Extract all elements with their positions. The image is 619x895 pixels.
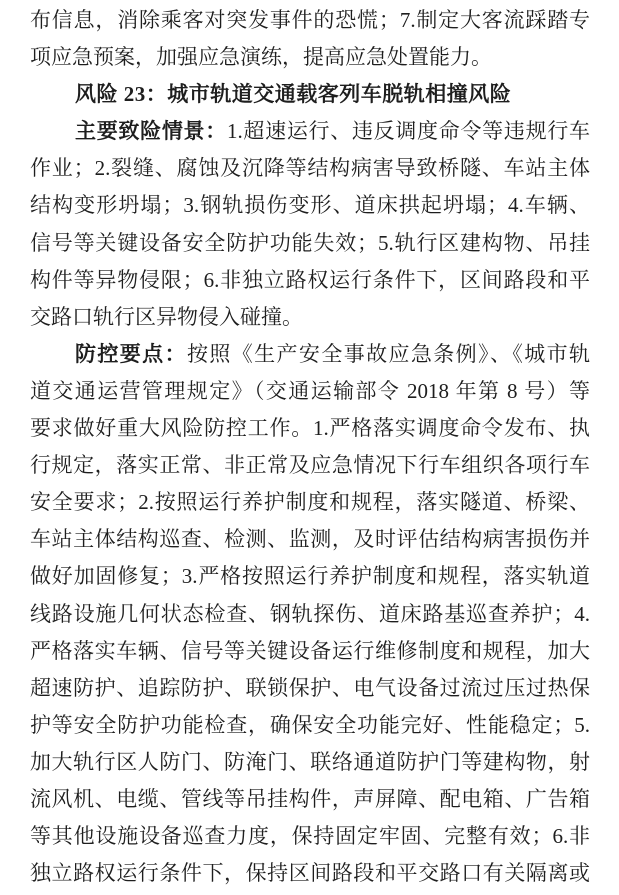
body-text: 线路设施几何状态检查、钢轨探伤、道床路基巡查养护；4. [30, 601, 590, 626]
body-text: 构件等异物侵限；6.非独立路权运行条件下，区间路段和平 [30, 267, 590, 292]
body-text: 1.超速运行、违反调度命令等违规行车 [226, 119, 590, 144]
body-text: 信号等关键设备安全防护功能失效；5.轨行区建构物、吊挂 [30, 230, 590, 255]
text-line [30, 855, 590, 892]
text-line [30, 373, 590, 410]
text-line [30, 670, 590, 707]
text-line [30, 558, 590, 595]
body-text: 交路口轨行区异物侵入碰撞。 [30, 304, 303, 329]
text-line [30, 484, 590, 521]
text-line [30, 447, 590, 484]
body-text: 独立路权运行条件下，保持区间路段和平交路口有关隔离或 [30, 861, 590, 886]
body-text: 加大轨行区人防门、防淹门、联络通道防护门等建构物，射 [30, 749, 590, 774]
body-text: 车站主体结构巡查、检测、监测，及时评估结构病害损伤并 [30, 527, 590, 552]
body-text: 要求做好重大风险防控工作。1.严格落实调度命令发布、执 [30, 416, 590, 441]
body-text: 道交通运营管理规定》（交通运输部令 2018 年第 8 号）等 [30, 378, 590, 403]
body-text: 流风机、电缆、管线等吊挂构件，声屏障、配电箱、广告箱 [30, 786, 590, 811]
body-text: 等其他设施设备巡查力度，保持固定牢固、完整有效；6.非 [30, 824, 590, 849]
bold-text: 风险 23：城市轨道交通载客列车脱轨相撞风险 [75, 82, 512, 107]
text-line [30, 707, 590, 744]
body-text: 护等安全防护功能检查，确保安全功能完好、性能稳定；5. [30, 712, 590, 737]
text-line [30, 633, 590, 670]
text-line [30, 781, 590, 818]
body-text: 作业；2.裂缝、腐蚀及沉降等结构病害导致桥隧、车站主体 [30, 156, 590, 181]
text-line [30, 410, 590, 447]
text-line [30, 187, 590, 224]
body-text: 超速防护、追踪防护、联锁保护、电气设备过流过压过热保 [30, 675, 590, 700]
bold-text: 主要致险情景： [75, 119, 227, 144]
text-line [30, 262, 590, 299]
body-text: 项应急预案，加强应急演练，提高应急处置能力。 [30, 45, 492, 70]
text-line [30, 299, 590, 336]
text-line [30, 818, 590, 855]
body-text: 安全要求；2.按照运行养护制度和规程，落实隧道、桥梁、 [30, 490, 590, 515]
body-text: 按照《生产安全事故应急条例》、《城市轨 [186, 341, 590, 366]
bold-text: 防控要点： [75, 341, 187, 366]
text-line [30, 521, 590, 558]
text-line [30, 113, 590, 150]
body-text: 布信息，消除乘客对突发事件的恐慌；7.制定大客流踩踏专 [30, 8, 590, 32]
text-line [30, 596, 590, 633]
body-text: 做好加固修复；3.严格按照运行养护制度和规程，落实轨道 [30, 564, 590, 589]
text-line [30, 336, 590, 373]
body-text: 结构变形坍塌；3.钢轨损伤变形、道床拱起坍塌；4.车辆、 [30, 193, 590, 218]
text-line [30, 39, 590, 76]
text-line [30, 744, 590, 781]
document-body [30, 2, 590, 892]
text-line [30, 225, 590, 262]
text-line [30, 2, 590, 39]
body-text: 行规定，落实正常、非正常及应急情况下行车组织各项行车 [30, 453, 590, 478]
heading-line [30, 76, 590, 113]
body-text: 严格落实车辆、信号等关键设备运行维修制度和规程，加大 [30, 638, 590, 663]
text-line [30, 150, 590, 187]
